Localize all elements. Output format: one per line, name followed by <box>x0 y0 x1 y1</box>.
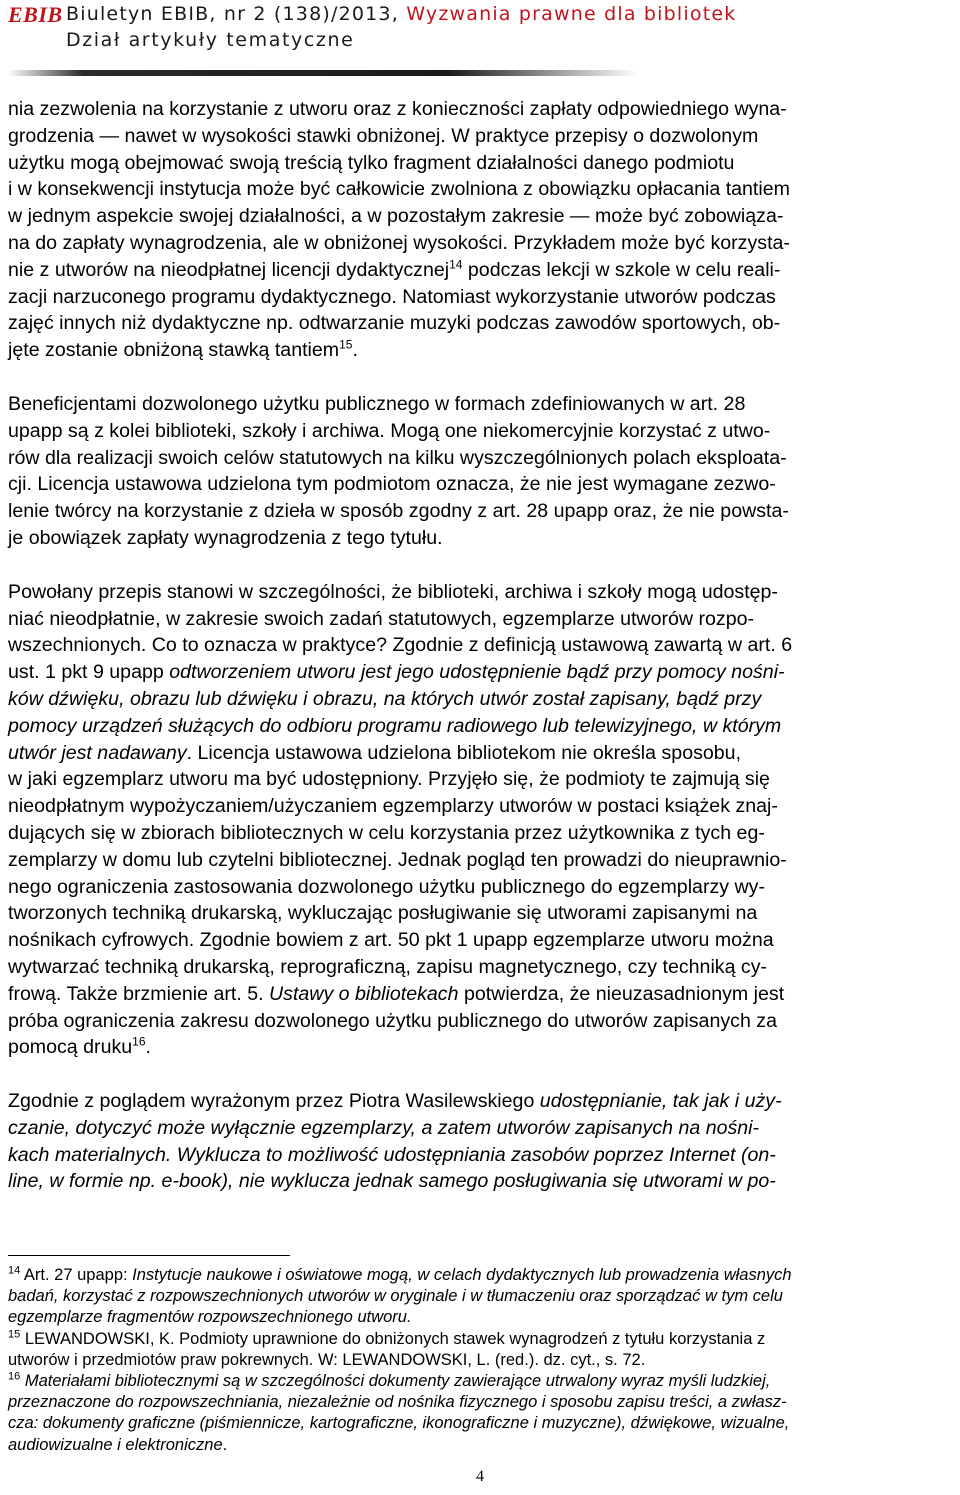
footnote-16-number: 16 <box>8 1370 21 1383</box>
paragraph-3-act-title: Ustawy o bibliotekach <box>269 982 459 1005</box>
paragraph-1-text-c: . <box>352 339 358 362</box>
footnote-14-quote: Instytucje naukowe i oświatowe mogą, w celach dydaktycznych lub prowadzenia własnych badań, korzystać z rozpowszechnionych utworów w oryginale i w tłumaczeniu oraz sporządzać w tym celu egzemplarze fragmentów rozpowszechnionego utworu. <box>8 1266 792 1327</box>
header-line-1 <box>66 3 736 25</box>
paragraph-3-text-c: potwierdza, że nieuzasadnionym jest próba ograniczenia zakresu dozwolonego użytku publicznego do utworów zapisanych za pomocą druku <box>8 982 785 1059</box>
footnote-ref-16[interactable]: 16 <box>132 1034 146 1049</box>
footnote-14-lead: Art. 27 upapp: <box>20 1266 133 1284</box>
paragraph-4-text-a: Zgodnie z poglądem wyrażonym przez Piotra Wasilewskiego <box>8 1090 540 1113</box>
paragraph-3-quote: odtworzeniem utworu jest jego udostępnienie bądź przy pomocy nośni- ków dźwięku, obrazu lub dźwięku i obrazu, na których utwór został zapisany, bądź przy pomocy urządzeń służących do odbioru programu radiowego lub telewizyjnego, w którym utwór jest nadawany <box>8 661 785 764</box>
paragraph-1-text-b: podczas lekcji w szkole w celu reali- zacji narzuconego programu dydaktycznego. Natomiast wykorzystanie utworów podczas zajęć innych niż dydaktyczne np. odtwarzanie muzyki podczas zawodów sportowych, ob- jęte zostanie obniżoną stawką tantiem <box>8 258 781 362</box>
footnote-16-end: . <box>222 1435 228 1454</box>
footnote-ref-15[interactable]: 15 <box>339 337 353 352</box>
publication-title: Biuletyn EBIB, nr 2 (138)/2013, <box>66 3 399 25</box>
paragraph-3-text-b: . Licencja ustawowa udzielona bibliotekom nie określa sposobu, w jaki egzemplarz utworu ma być udostępniony. Przyjęło się, że podmioty te zajmują się nieodpłatnym wypożyczaniem/użyczaniem egzemplarzy utworów w postaci książek znaj- dujących się w zbiorach bibliotecznych w celu korzystania przez użytkownika z tych eg- zemplarzy w domu lub czytelni bibliotecznej. Jednak pogląd ten prowadzi do nieuprawnio- nego ograniczenia zastosowania dozwolonego użytku publicznego do egzemplarzy wy- tworzonych techniką drukarską, wykluczając posługiwanie się utworami zapisanymi na nośnikach cyfrowych. Zgodnie bowiem z art. 50 pkt 1 upapp egzemplarze utworu można wytwarzać techniką drukarską, reprograficzną, zapisu magnetycznego, czy techniką cy- frową. Także brzmienie art. 5. <box>8 741 787 1005</box>
footnote-15 <box>8 1329 956 1371</box>
paragraph-4-quote: udostępnianie, tak jak i uży- czanie, dotyczyć może wyłącznie egzemplarzy, a zatem utworów zapisanych na nośni- kach materialnych. Wyklucza to możliwość udostępniania zasobów poprzez Internet (on- line, w formie np. e-book), nie wyklucza jednak samego posługiwania się utworami w po- <box>8 1090 782 1193</box>
footnote-separator <box>8 1255 290 1256</box>
footnote-16 <box>8 1371 956 1456</box>
paragraph-2: Beneficjentami dozwolonego użytku publicznego w formach zdefiniowanych w art. 28 upapp są z kolei biblioteki, szkoły i archiwa. Mogą one niekomercyjnie korzystać z utwo- rów dla realizacji swoich celów statutowych na kilku wyszczególnionych polach eksploata- cji. Licencja ustawowa udzielona tym podmiotom oznacza, że nie jest wymagane zezwo- lenie twórcy na korzystanie z dzieła w sposób zgodny z art. 28 upapp oraz, że nie powsta- je obowiązek zapłaty wynagrodzenia z tego tytułu. <box>8 392 789 549</box>
footnote-14 <box>8 1265 956 1329</box>
section-title: Dział artykuły tematyczne <box>66 29 355 51</box>
paragraph-3 <box>8 579 956 1061</box>
article-body <box>8 96 956 1195</box>
footnote-15-number: 15 <box>8 1328 21 1341</box>
footnote-16-quote: Materiałami bibliotecznymi są w szczególności dokumenty zawierające utrwalony wyraz myśli ludzkiej, przeznaczone do rozpowszechniania, niezależnie od nośnika fizycznego i sposobu zapisu treści, a zwłasz- cza: dokumenty graficzne (piśmiennicze, kartograficzne, ikonograficzne i muzyczne), dźwiękowe, wizualne, audiowizualne i elektroniczne <box>8 1372 790 1454</box>
header-rule <box>8 70 638 76</box>
ebib-logo: EBIB <box>8 2 63 27</box>
page-header <box>0 0 960 80</box>
paragraph-3-text-d: . <box>145 1036 151 1059</box>
page-number: 4 <box>476 1468 484 1485</box>
paragraph-4 <box>8 1088 956 1195</box>
paragraph-1 <box>8 96 956 364</box>
paragraph-3-text-a: Powołany przepis stanowi w szczególności, że biblioteki, archiwa i szkoły mogą udostęp- niać nieodpłatnie, w zakresie swoich zadań statutowych, egzemplarze utworów rozpo- wszechnionych. Co to oznacza w praktyce? Zgodnie z definicją ustawową zawartą w art. 6 ust. 1 pkt 9 upapp <box>8 580 793 684</box>
issue-topic: Wyzwania prawne dla bibliotek <box>406 3 737 25</box>
paragraph-1-text-a: nia zezwolenia na korzystanie z utworu oraz z konieczności zapłaty odpowiedniego wyna- grodzenia — nawet w wysokości stawki obniżonej. W praktyce przepisy o dozwolonym użytku mogą obejmować swoją treścią tylko fragment działalności danego podmiotu i w konsekwencji instytucja może być całkowicie zwolniona z obowiązku opłacania tantiem w jednym aspekcie swojej działalności, a w pozostałym zakresie — może być zobowiąza- na do zapłaty wynagrodzenia, ale w obniżonej wysokości. Przykładem może być korzysta- nie z utworów na nieodpłatnej licencji dydaktycznej <box>8 98 790 281</box>
footnote-14-number: 14 <box>8 1264 21 1277</box>
footnotes <box>8 1265 956 1456</box>
footnote-15-text: LEWANDOWSKI, K. Podmioty uprawnione do obniżonych stawek wynagrodzeń z tytułu korzystania z utworów i przedmiotów praw pokrewnych. W: LEWANDOWSKI, L. (red.). dz. cyt., s. 72. <box>8 1329 766 1369</box>
footnote-ref-14[interactable]: 14 <box>449 257 463 272</box>
